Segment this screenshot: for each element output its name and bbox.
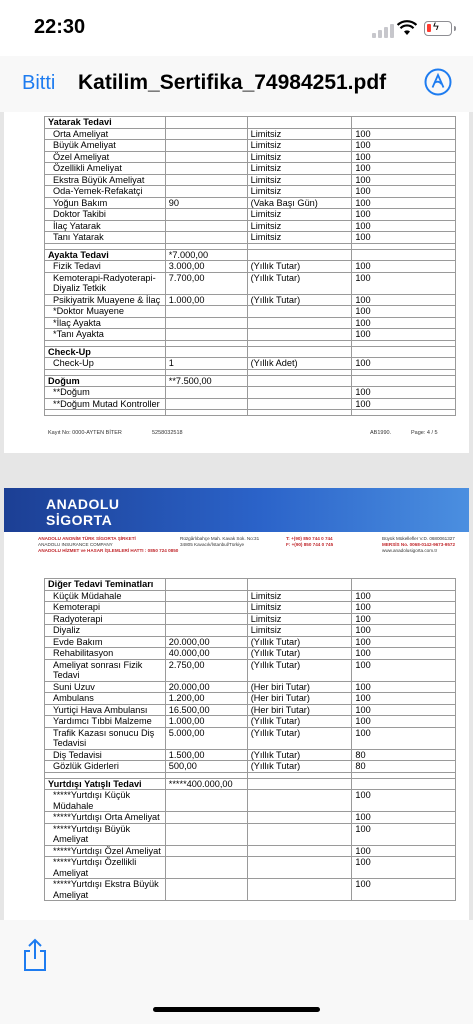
limit-amount [165,590,247,602]
table-row [45,209,456,221]
coverage-name: Gözlük Giderleri [45,761,166,773]
coverage-percent: 100 [352,197,456,209]
table-row [45,329,456,341]
table-row [45,693,456,705]
coverage-percent [352,778,456,790]
limit-type: Limitsiz [247,151,352,163]
table-row [45,220,456,232]
coverage-percent [352,579,456,591]
coverage-name: Rehabilitasyon [45,648,166,660]
pdf-page-4 [4,112,469,453]
coverage-percent: 100 [352,681,456,693]
coverage-percent: 100 [352,727,456,749]
table-row [45,197,456,209]
coverage-name: Ambulans [45,693,166,705]
limit-amount: 20.000,00 [165,636,247,648]
coverage-percent: 100 [352,186,456,198]
limit-amount [165,823,247,845]
limit-type [247,346,352,358]
limit-type: (Yıllık Adet) [247,358,352,370]
table-row [45,151,456,163]
coverage-name: Orta Ameliyat [45,128,166,140]
limit-amount [165,232,247,244]
limit-type: (Yıllık Tutar) [247,659,352,681]
coverage-percent: 100 [352,716,456,728]
footer-record: Kayıt No: 0000-AYTEN BİTER [48,430,122,436]
coverage-percent: 100 [352,220,456,232]
battery-icon: ϟ [424,21,452,36]
limit-amount [165,209,247,221]
limit-amount [165,346,247,358]
limit-type: Limitsiz [247,128,352,140]
coverage-name: **Doğum Mutad Kontroller [45,398,166,410]
share-icon[interactable] [22,938,48,972]
limit-type: (Yıllık Tutar) [247,648,352,660]
limit-type [247,398,352,410]
coverage-percent: 100 [352,232,456,244]
coverage-percent: 100 [352,272,456,294]
coverage-percent [352,117,456,129]
coverage-percent: 100 [352,294,456,306]
table-row [45,681,456,693]
table-row [45,163,456,175]
table-row [45,232,456,244]
coverage-name: Doktor Takibi [45,209,166,221]
company-banner [4,488,469,532]
done-button[interactable]: Bitti [22,72,56,94]
limit-amount: 20.000,00 [165,681,247,693]
limit-amount: 2.750,00 [165,659,247,681]
coverage-name: Yoğun Bakım [45,197,166,209]
limit-type: Limitsiz [247,220,352,232]
limit-type [247,306,352,318]
limit-type [247,812,352,824]
table-row [45,174,456,186]
coverage-name: Özellikli Ameliyat [45,163,166,175]
navigation-bar [0,56,473,112]
limit-amount: *****400.000,00 [165,778,247,790]
coverage-name: Trafik Kazası sonucu Diş Tedavisi [45,727,166,749]
spacer-row [45,410,456,416]
coverage-name: Yatarak Tedavi [45,117,166,129]
limit-amount: 1 [165,358,247,370]
limit-amount: 7.700,00 [165,272,247,294]
table-row [45,648,456,660]
coverage-percent: 100 [352,704,456,716]
coverage-percent: 100 [352,128,456,140]
limit-type [247,117,352,129]
limit-amount [165,410,247,416]
coverage-name: Kemoterapi-Radyoterapi-Diyaliz Tetkik [45,272,166,294]
fax: F: +(90) 850 744 0 745 [286,542,334,547]
table-row [45,306,456,318]
limit-type: Limitsiz [247,186,352,198]
limit-type: (Yıllık Tutar) [247,261,352,273]
section-header-row [45,375,456,387]
coverage-percent: 100 [352,879,456,901]
status-bar [0,0,473,56]
limit-amount [165,329,247,341]
coverage-name: Evde Bakım [45,636,166,648]
limit-type [247,410,352,416]
section-header-row [45,117,456,129]
coverage-name: *****Yurtdışı Büyük Ameliyat [45,823,166,845]
coverage-percent [352,375,456,387]
coverage-name: **Doğum [45,387,166,399]
limit-amount [165,163,247,175]
table-row [45,317,456,329]
coverage-name: Özel Ameliyat [45,151,166,163]
address-line: Rüzgârlıbahçe Mah. Kavak Sok. No:31 [180,536,260,541]
table-row [45,590,456,602]
coverage-name: Diş Tedavisi [45,749,166,761]
table-row [45,294,456,306]
limit-amount [165,579,247,591]
table-row [45,704,456,716]
limit-amount: *7.000,00 [165,249,247,261]
table-row [45,625,456,637]
limit-type: Limitsiz [247,209,352,221]
limit-type: (Her biri Tutar) [247,681,352,693]
coverage-percent: 100 [352,812,456,824]
limit-type [247,249,352,261]
limit-type [247,823,352,845]
coverage-name: *****Yurtdışı Ekstra Büyük Ameliyat [45,879,166,901]
coverage-name: *İlaç Ayakta [45,317,166,329]
limit-type [247,375,352,387]
pdf-page-5 [4,488,469,920]
table-row [45,602,456,614]
limit-amount: 1.200,00 [165,693,247,705]
logo-text: SİGORTA [46,512,113,528]
table-row [45,879,456,901]
footer-page: Page: 4 / 5 [411,430,438,436]
coverage-name [45,410,166,416]
coverage-percent: 100 [352,857,456,879]
markup-pen-icon[interactable] [424,68,452,96]
limit-amount: 500,00 [165,761,247,773]
coverage-percent: 100 [352,398,456,410]
coverage-percent: 100 [352,358,456,370]
wifi-icon [397,20,417,36]
coverage-percent: 100 [352,151,456,163]
coverage-table-page4 [44,116,456,416]
coverage-percent: 100 [352,845,456,857]
coverage-name: Küçük Müdahale [45,590,166,602]
website: www.anadolusigorta.com.tr [382,548,438,553]
coverage-percent: 100 [352,387,456,399]
table-row [45,387,456,399]
coverage-name: Doğum [45,375,166,387]
limit-type: Limitsiz [247,602,352,614]
coverage-percent: 100 [352,306,456,318]
company-name: ANADOLU ANONİM TÜRK SİGORTA ŞİRKETİ [38,536,136,541]
limit-type [247,879,352,901]
limit-amount: 40.000,00 [165,648,247,660]
letterhead [38,536,458,566]
limit-type [247,317,352,329]
clock: 22:30 [34,16,86,38]
limit-type: (Yıllık Tutar) [247,272,352,294]
coverage-percent: 100 [352,648,456,660]
limit-amount [165,128,247,140]
section-header-row [45,579,456,591]
table-row [45,790,456,812]
section-header-row [45,778,456,790]
table-row [45,823,456,845]
home-indicator [153,1007,320,1012]
coverage-percent: 100 [352,163,456,175]
logo-text: ANADOLU [46,496,120,512]
coverage-name: Ayakta Tedavi [45,249,166,261]
limit-amount [165,151,247,163]
coverage-percent: 100 [352,329,456,341]
coverage-percent: 100 [352,659,456,681]
coverage-name: Kemoterapi [45,602,166,614]
coverage-table-page5 [44,578,456,901]
limit-amount [165,613,247,625]
limit-amount: 1.500,00 [165,749,247,761]
coverage-name: İlaç Yatarak [45,220,166,232]
coverage-percent: 100 [352,209,456,221]
limit-type: Limitsiz [247,232,352,244]
limit-type: Limitsiz [247,163,352,175]
table-row [45,727,456,749]
coverage-name: Büyük Ameliyat [45,140,166,152]
limit-amount [165,220,247,232]
coverage-percent: 100 [352,174,456,186]
limit-amount [165,306,247,318]
table-row [45,358,456,370]
coverage-name: Yardımcı Tıbbi Malzeme [45,716,166,728]
table-row [45,812,456,824]
limit-type: Limitsiz [247,613,352,625]
limit-amount: **7.500,00 [165,375,247,387]
coverage-name: *****Yurtdışı Orta Ameliyat [45,812,166,824]
pdf-viewer[interactable] [0,112,473,920]
table-row [45,659,456,681]
limit-type: Limitsiz [247,174,352,186]
limit-type: (Yıllık Tutar) [247,761,352,773]
table-row [45,761,456,773]
limit-type: Limitsiz [247,625,352,637]
coverage-name: *Doktor Muayene [45,306,166,318]
coverage-percent: 100 [352,693,456,705]
limit-amount: 5.000,00 [165,727,247,749]
coverage-name: Yurtiçi Hava Ambulansı [45,704,166,716]
footer-code: AB1990. [370,430,392,436]
coverage-name: Check-Up [45,358,166,370]
coverage-name: Check-Up [45,346,166,358]
limit-amount: 16.500,00 [165,704,247,716]
footer-number: 5258032518 [152,430,183,436]
coverage-name: *****Yurtdışı Küçük Müdahale [45,790,166,812]
limit-type: (Yıllık Tutar) [247,636,352,648]
coverage-percent [352,249,456,261]
limit-type: Limitsiz [247,140,352,152]
section-header-row [45,249,456,261]
limit-amount [165,174,247,186]
limit-amount [165,879,247,901]
coverage-percent: 100 [352,602,456,614]
limit-type [247,387,352,399]
table-row [45,261,456,273]
limit-amount: 1.000,00 [165,716,247,728]
coverage-percent: 100 [352,613,456,625]
coverage-name: Ekstra Büyük Ameliyat [45,174,166,186]
limit-type [247,857,352,879]
coverage-percent: 100 [352,590,456,602]
limit-amount [165,117,247,129]
limit-amount [165,317,247,329]
table-row [45,857,456,879]
limit-type [247,778,352,790]
limit-amount [165,857,247,879]
limit-type: Limitsiz [247,590,352,602]
table-row [45,845,456,857]
limit-amount: 3.000,00 [165,261,247,273]
coverage-percent: 100 [352,625,456,637]
table-row [45,186,456,198]
limit-type: (Yıllık Tutar) [247,294,352,306]
limit-type: (Yıllık Tutar) [247,716,352,728]
coverage-name: Diğer Tedavi Teminatları [45,579,166,591]
limit-amount [165,625,247,637]
coverage-percent: 80 [352,761,456,773]
coverage-percent: 100 [352,140,456,152]
coverage-percent: 100 [352,823,456,845]
coverage-name: Oda-Yemek-Refakatçi [45,186,166,198]
limit-amount [165,812,247,824]
mersis: MERSİS No. 0068-0142-9673-9572 [382,542,456,547]
coverage-name: Tanı Yatarak [45,232,166,244]
tax-office: Büyük Mükellefler V.D. 0680061327 [382,536,455,541]
table-row [45,613,456,625]
limit-type [247,579,352,591]
table-row [45,272,456,294]
coverage-name: Suni Uzuv [45,681,166,693]
coverage-percent: 100 [352,636,456,648]
limit-type [247,845,352,857]
limit-type: (Her biri Tutar) [247,704,352,716]
limit-type [247,329,352,341]
limit-amount: 90 [165,197,247,209]
hotline: ANADOLU HİZMET ve HASAR İŞLEMLERİ HATTI : 0850 724 0850 [38,548,179,553]
limit-amount [165,398,247,410]
limit-amount [165,845,247,857]
coverage-name: Fizik Tedavi [45,261,166,273]
coverage-name: Ameliyat sonrası Fizik Tedavi [45,659,166,681]
coverage-name: *****Yurtdışı Özellikli Ameliyat [45,857,166,879]
coverage-percent: 80 [352,749,456,761]
table-row [45,636,456,648]
coverage-name: Psikiyatrik Muayene & İlaç [45,294,166,306]
limit-amount [165,140,247,152]
company-name-en: ANADOLU INSURANCE COMPANY [38,542,113,547]
coverage-percent [352,346,456,358]
limit-amount [165,387,247,399]
limit-amount [165,602,247,614]
table-row [45,398,456,410]
limit-type: (Vaka Başı Gün) [247,197,352,209]
coverage-name: Radyoterapi [45,613,166,625]
limit-type: (Her biri Tutar) [247,693,352,705]
limit-type [247,790,352,812]
coverage-percent: 100 [352,261,456,273]
cellular-signal-icon [372,24,394,38]
coverage-percent: 100 [352,317,456,329]
address-line: 34805 Kavacık/İstanbul/Türkiye [180,542,245,547]
coverage-percent: 100 [352,790,456,812]
coverage-name: Diyaliz [45,625,166,637]
limit-amount [165,790,247,812]
limit-amount: 1.000,00 [165,294,247,306]
table-row [45,128,456,140]
coverage-name: Yurtdışı Yatışlı Tedavi [45,778,166,790]
table-row [45,140,456,152]
coverage-percent [352,410,456,416]
limit-type: (Yıllık Tutar) [247,727,352,749]
coverage-name: *Tanı Ayakta [45,329,166,341]
limit-type: (Yıllık Tutar) [247,749,352,761]
limit-amount [165,186,247,198]
phone: T: +(90) 850 744 0 744 [286,536,333,541]
table-row [45,716,456,728]
table-row [45,749,456,761]
document-title: Katilim_Sertifika_74984251.pdf [78,71,387,94]
section-header-row [45,346,456,358]
coverage-name: *****Yurtdışı Özel Ameliyat [45,845,166,857]
